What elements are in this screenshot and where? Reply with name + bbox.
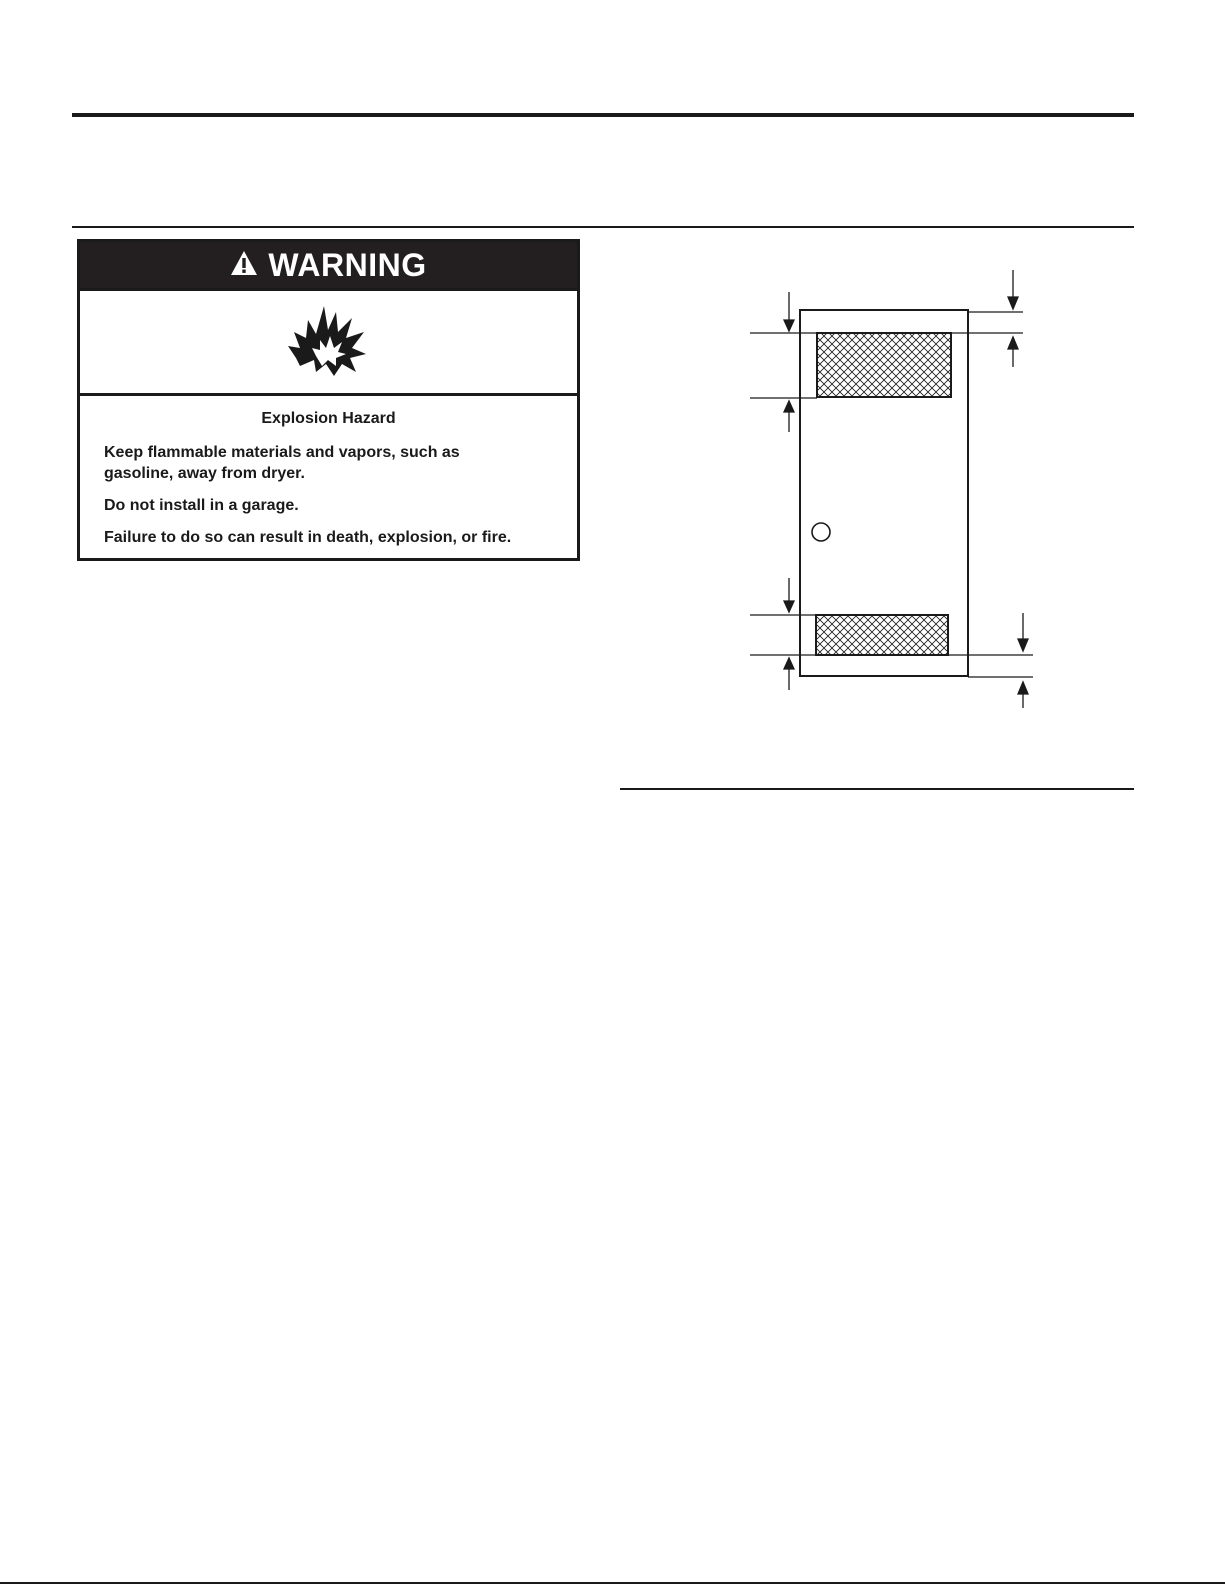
- alert-triangle-icon: [230, 250, 258, 281]
- door-knob: [812, 523, 830, 541]
- closet-door-diagram: [740, 262, 1040, 712]
- hazard-title: Explosion Hazard: [261, 410, 396, 427]
- lower-vent-opening: [816, 615, 948, 655]
- warning-line-consequence: Failure to do so can result in death, explosion, or fire.: [104, 529, 512, 546]
- right-column-rule: [620, 788, 1134, 790]
- warning-header: [80, 242, 577, 291]
- top-rule: [72, 113, 1134, 117]
- hazard-icon-row: [80, 291, 577, 396]
- warning-line-flammable: Keep flammable materials and vapors, such as gasoline, away from dryer.: [104, 444, 460, 482]
- warning-title: WARNING: [268, 246, 427, 283]
- bottom-rule: [0, 1582, 1225, 1584]
- section-rule: [72, 226, 1134, 228]
- warning-line-garage: Do not install in a garage.: [104, 497, 299, 514]
- explosion-icon: [286, 302, 372, 383]
- warning-text: [80, 396, 577, 548]
- upper-vent-opening: [817, 333, 951, 397]
- warning-box: [77, 239, 580, 561]
